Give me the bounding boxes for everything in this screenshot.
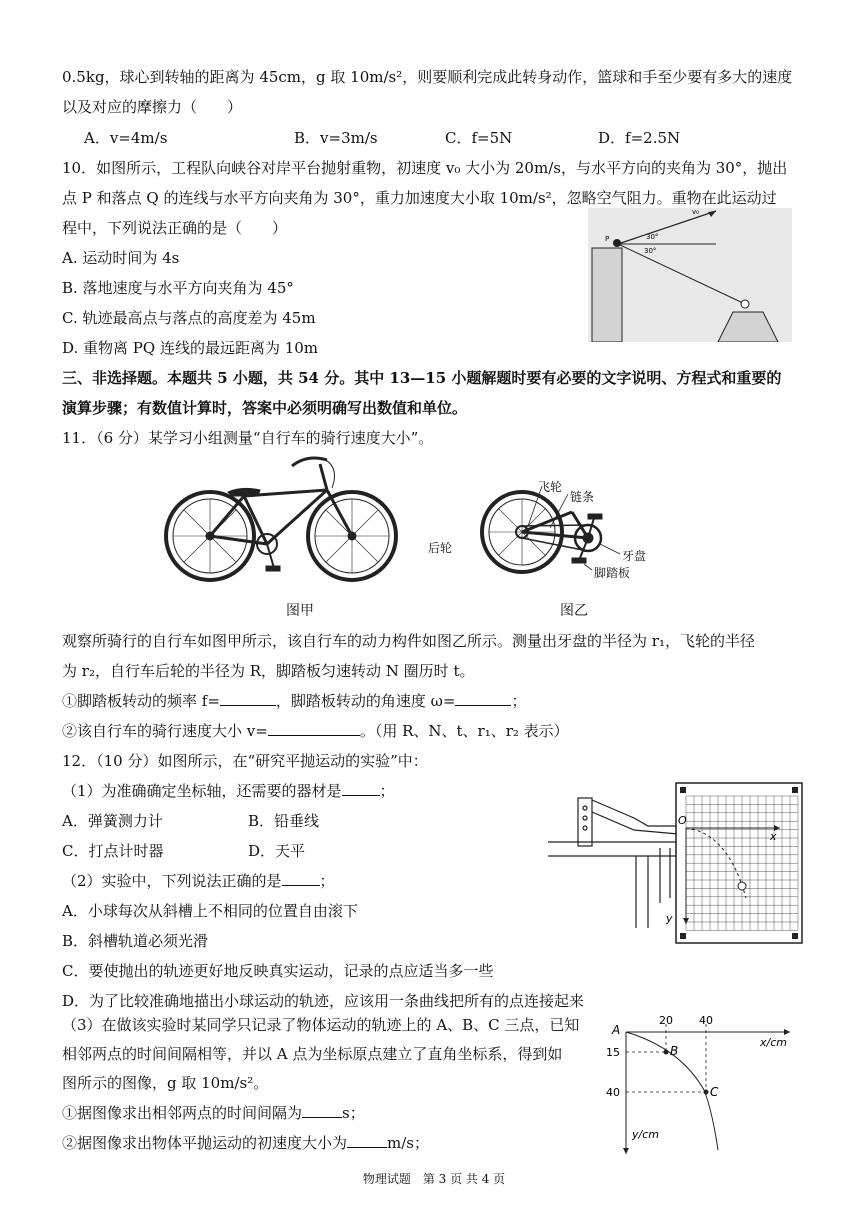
tick-y-40: 40 bbox=[606, 1086, 620, 1099]
answer-blank-f[interactable] bbox=[220, 691, 276, 706]
q9-option-c: C．f=5N bbox=[445, 129, 513, 147]
q11-sub2a: ②该自行车的骑行速度大小 v= bbox=[62, 722, 268, 740]
q12-title: 12．（10 分）如图所示，在“研究平抛运动的实验”中： bbox=[62, 752, 428, 770]
grid-board bbox=[665, 783, 802, 943]
apparatus-figure bbox=[548, 778, 804, 946]
q12-p2-end: ； bbox=[319, 872, 335, 890]
label-a: A bbox=[612, 1023, 621, 1037]
q12-p1-option-b: B．铅垂线 bbox=[248, 812, 320, 830]
label-c: C bbox=[710, 1085, 719, 1099]
q12-p3-line2: 相邻两点的时间间隔相等，并以 A 点为坐标原点建立了直角坐标系，得到如 bbox=[62, 1045, 563, 1063]
answer-blank-p2[interactable] bbox=[282, 871, 320, 886]
q9-option-d: D．f=2.5N bbox=[598, 129, 681, 147]
q11-sub1 bbox=[62, 690, 526, 712]
page-footer: 物理试题 第 3 页 共 4 页 bbox=[362, 1172, 506, 1186]
q11-sub1a: ①脚踏板转动的频率 f= bbox=[62, 692, 220, 710]
q12-p2-text: （2）实验中，下列说法正确的是 bbox=[62, 872, 282, 890]
caption-fig-b: 图乙 bbox=[560, 603, 588, 619]
q10-line1: 10．如图所示，工程队向峡谷对岸平台抛射重物，初速度 v₀ 大小为 20m/s，与水平方向的夹角为 30°，抛出 bbox=[62, 159, 788, 177]
q12-p2-option-c: C．要使抛出的轨迹更好地反映真实运动，记录的点应适当多一些 bbox=[62, 962, 494, 980]
tick-x-40: 40 bbox=[699, 1014, 713, 1027]
q12-p1-option-a: A．弹簧测力计 bbox=[62, 812, 163, 830]
caption-fig-a: 图甲 bbox=[286, 603, 314, 619]
q10-option-c: C. 轨迹最高点与落点的高度差为 45m bbox=[62, 309, 316, 327]
q10-line2: 点 P 和落点 Q 的连线与水平方向夹角为 30°，重力加速度大小取 10m/s²，忽略空气阻力。重物在此运动过 bbox=[62, 189, 777, 207]
answer-blank-v[interactable] bbox=[268, 721, 360, 736]
bicycle-figure bbox=[162, 452, 402, 588]
q10-option-b: B. 落地速度与水平方向夹角为 45° bbox=[62, 279, 294, 297]
q12-p1-option-d: D．天平 bbox=[248, 842, 306, 860]
label-rear-wheel: 后轮 bbox=[428, 541, 453, 555]
trajectory-graph bbox=[600, 1010, 800, 1158]
q11-title: 11．（6 分）某学习小组测量“自行车的骑行速度大小”。 bbox=[62, 429, 434, 447]
q11-sub2 bbox=[62, 720, 569, 742]
q11-sub1b: ，脚踏板转动的角速度 ω= bbox=[275, 692, 456, 710]
q12-p2-option-d: D．为了比较准确地描出小球运动的轨迹，应该用一条曲线把所有的点连接起来 bbox=[62, 992, 585, 1010]
q12-p3-sub1 bbox=[62, 1102, 365, 1124]
q12-p3-sub2a: ②据图像求出物体平抛运动的初速度大小为 bbox=[62, 1134, 348, 1152]
q12-p3-sub1a: ①据图像求出相邻两点的时间间隔为 bbox=[62, 1104, 303, 1122]
q11-line1: 观察所骑行的自行车如图甲所示，该自行车的动力构件如图乙所示。测量出牙盘的半径为 r₁，飞轮的半径 bbox=[62, 632, 755, 650]
q12-p1-option-c: C．打点计时器 bbox=[62, 842, 164, 860]
canyon-figure bbox=[588, 208, 792, 342]
q11-line2: 为 r₂，自行车后轮的半径为 R，脚踏板匀速转动 N 圈历时 t。 bbox=[62, 662, 475, 680]
tick-y-15: 15 bbox=[606, 1046, 620, 1059]
label-v0: v₀ bbox=[692, 208, 699, 216]
q12-p1-end: ； bbox=[379, 782, 395, 800]
label-origin-o: O bbox=[678, 814, 687, 827]
q12-p1-text: （1）为准确确定坐标轴，还需要的器材是 bbox=[62, 782, 342, 800]
answer-blank-p1[interactable] bbox=[342, 781, 380, 796]
answer-blank-omega[interactable] bbox=[455, 691, 511, 706]
q11-sub2b: 。（用 R、N、t、r₁、r₂ 表示） bbox=[359, 722, 569, 740]
label-board-x: x bbox=[770, 830, 777, 843]
answer-blank-interval[interactable] bbox=[302, 1103, 342, 1118]
q12-p3-sub2b: m/s； bbox=[387, 1134, 429, 1152]
q12-p2 bbox=[62, 870, 335, 892]
q9-option-b: B．v=3m/s bbox=[294, 129, 378, 147]
label-angle1: 30° bbox=[646, 233, 659, 241]
label-chainring: 牙盘 bbox=[622, 549, 647, 563]
label-pedal: 脚踏板 bbox=[594, 566, 631, 580]
q12-p2-option-b: B．斜槽轨道必须光滑 bbox=[62, 932, 209, 950]
label-chain: 链条 bbox=[570, 490, 595, 504]
q12-p3-line3: 图所示的图像，g 取 10m/s²。 bbox=[62, 1074, 269, 1092]
label-p: P bbox=[605, 235, 610, 243]
q10-option-d: D. 重物离 PQ 连线的最远距离为 10m bbox=[62, 339, 319, 357]
q12-p2-option-a: A．小球每次从斜槽上不相同的位置自由滚下 bbox=[62, 902, 358, 920]
q12-p3-sub2 bbox=[62, 1132, 429, 1154]
section3-line1: 三、非选择题。本题共 5 小题，共 54 分。其中 13—15 小题解题时要有必要的文字说明、方程式和重要的 bbox=[62, 369, 782, 387]
q10-option-a: A. 运动时间为 4s bbox=[62, 249, 180, 267]
q9-option-a: A．v=4m/s bbox=[84, 129, 168, 147]
q9-line2: 以及对应的摩擦力（ ） bbox=[62, 98, 243, 116]
label-flywheel: 飞轮 bbox=[538, 480, 563, 494]
q12-p3-line1: （3）在做该实验时某同学只记录了物体运动的轨迹上的 A、B、C 三点，已知 bbox=[62, 1016, 580, 1034]
label-b: B bbox=[670, 1044, 679, 1058]
label-angle2: 30° bbox=[644, 247, 657, 255]
label-board-y: y bbox=[666, 912, 673, 925]
q12-p3-sub1b: s； bbox=[342, 1104, 365, 1122]
axis-label-y: y/cm bbox=[632, 1128, 659, 1141]
q12-p1 bbox=[62, 780, 395, 802]
q10-line3: 程中，下列说法正确的是（ ） bbox=[62, 219, 288, 237]
answer-blank-velocity[interactable] bbox=[347, 1133, 387, 1148]
tick-x-20: 20 bbox=[659, 1014, 673, 1027]
q9-line1: 0.5kg，球心到转轴的距离为 45cm，g 取 10m/s²，则要顺利完成此转身动作，篮球和手至少要有多大的速度 bbox=[62, 68, 793, 86]
section3-line2: 演算步骤；有数值计算时，答案中必须明确写出数值和单位。 bbox=[62, 399, 468, 417]
axis-label-x: x/cm bbox=[760, 1036, 787, 1049]
q11-sub1c: ； bbox=[511, 692, 527, 710]
